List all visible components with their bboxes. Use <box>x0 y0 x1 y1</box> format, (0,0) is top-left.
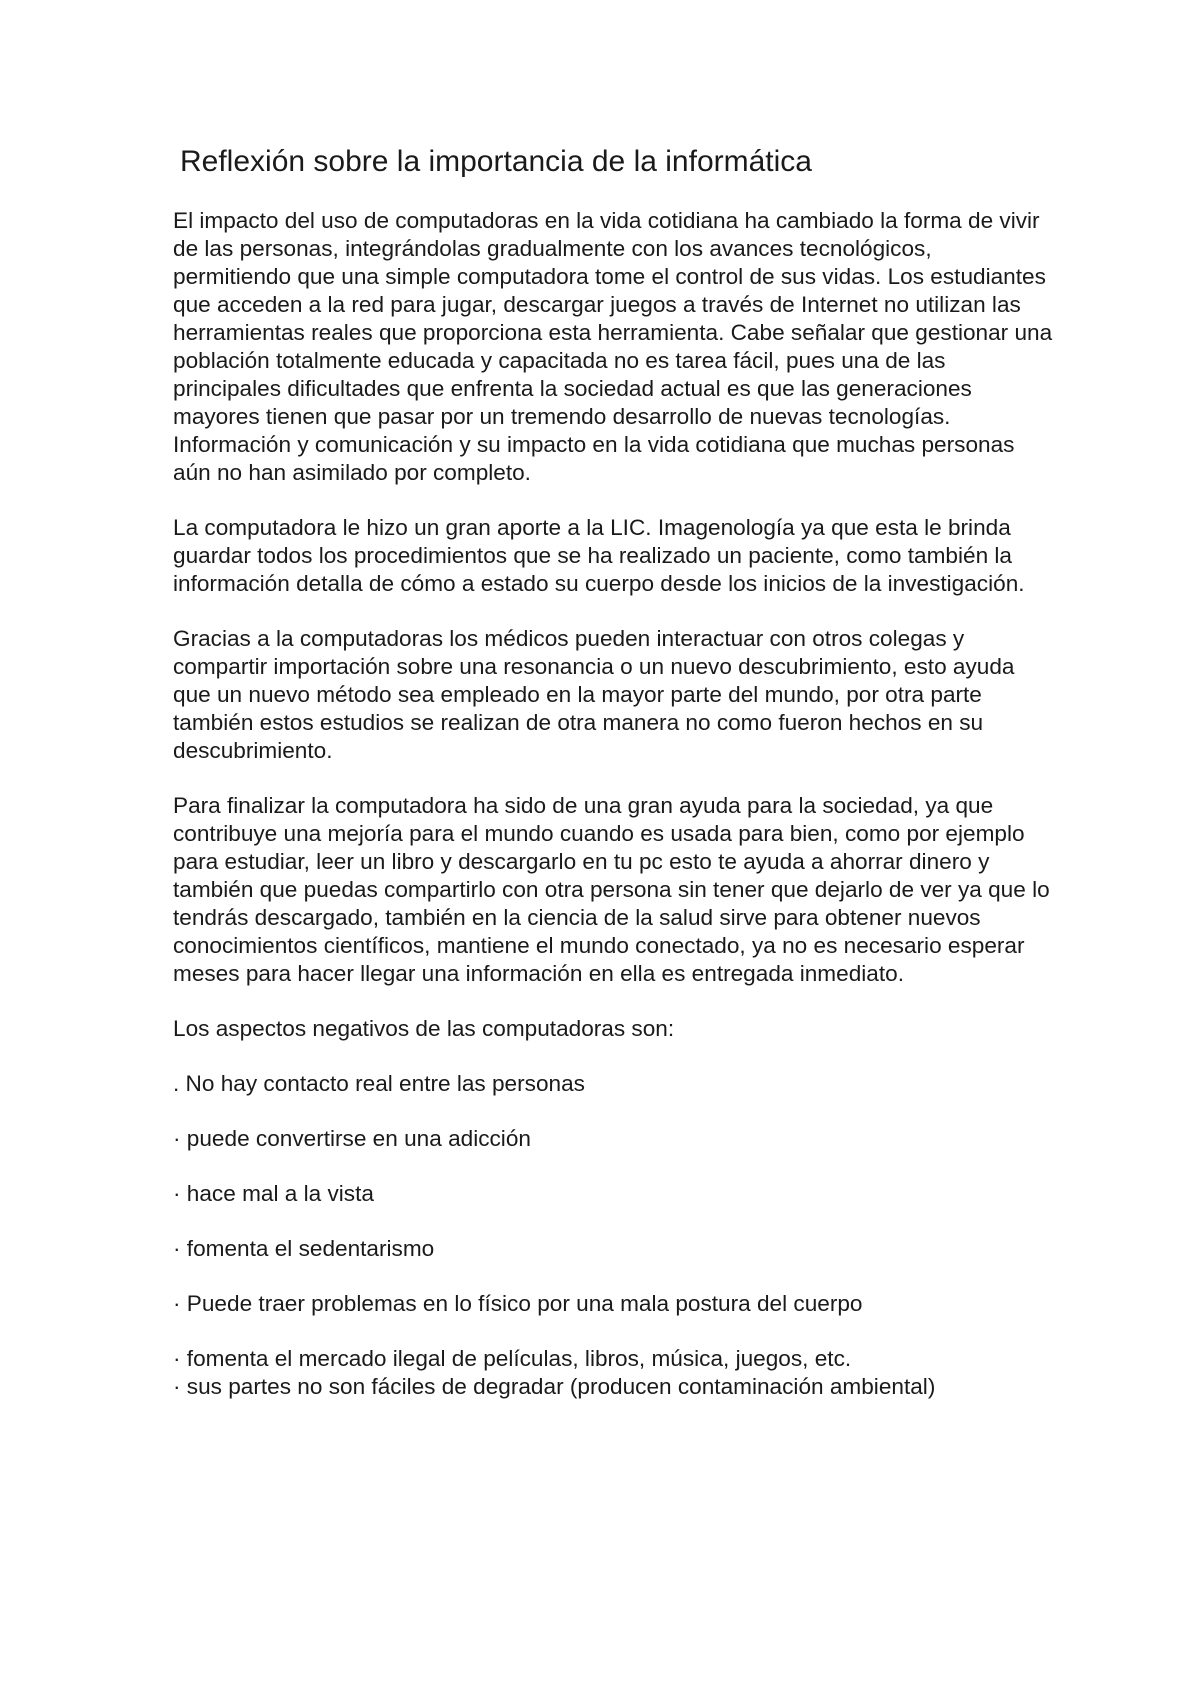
document-title: Reflexión sobre la importancia de la informática <box>180 145 812 178</box>
paragraph-medicos: Gracias a la computadoras los médicos pueden interactuar con otros colegas y compartir importación sobre una resonancia o un nuevo descubrimiento, esto ayuda que un nuevo método sea empleado en la mayor parte del mundo, por otra parte también estos estudios se realizan de otra manera no como fueron hechos en su descubrimiento. <box>173 626 1015 763</box>
paragraph-negative-aspects-intro: Los aspectos negativos de las computadoras son: <box>173 1016 675 1041</box>
negative-aspects-list <box>173 1070 1053 1401</box>
paragraph-conclusion: Para finalizar la computadora ha sido de una gran ayuda para la sociedad, ya que contribuye una mejoría para el mundo cuando es usada para bien, como por ejemplo para estudiar, leer un libro y descargarlo en tu pc esto te ayuda a ahorrar dinero y también que puedas compartirlo con otra persona sin tener que dejarlo de ver ya que lo tendrás descargado, también en la ciencia de la salud sirve para obtener nuevos conocimientos científicos, mantiene el mundo conectado, ya no es necesario esperar meses para hacer llegar una información en ella es entregada inmediato. <box>173 793 1050 986</box>
list-item: · hace mal a la vista <box>173 1181 374 1206</box>
list-item: · fomenta el sedentarismo <box>173 1236 435 1261</box>
list-item: · fomenta el mercado ilegal de películas, libros, música, juegos, etc. <box>173 1346 852 1371</box>
document-page <box>173 142 1053 1401</box>
list-item: . No hay contacto real entre las personas <box>173 1071 585 1096</box>
list-item: · Puede traer problemas en lo físico por una mala postura del cuerpo <box>173 1291 863 1316</box>
paragraph-intro: El impacto del uso de computadoras en la vida cotidiana ha cambiado la forma de vivir de las personas, integrándolas gradualmente con los avances tecnológicos, permitiendo que una simple computadora tome el control de sus vidas. Los estudiantes que acceden a la red para jugar, descargar juegos a través de Internet no utilizan las herramientas reales que proporciona esta herramienta. Cabe señalar que gestionar una población totalmente educada y capacitada no es tarea fácil, pues una de las principales dificultades que enfrenta la sociedad actual es que las generaciones mayores tienen que pasar por un tremendo desarrollo de nuevas tecnologías. Información y comunicación y su impacto en la vida cotidiana que muchas personas aún no han asimilado por completo. <box>173 208 1053 485</box>
list-item: · puede convertirse en una adicción <box>173 1126 531 1151</box>
list-item: · sus partes no son fáciles de degradar (producen contaminación ambiental) <box>173 1374 936 1399</box>
paragraph-imagenologia: La computadora le hizo un gran aporte a la LIC. Imagenología ya que esta le brinda guardar todos los procedimientos que se ha realizado un paciente, como también la información detalla de cómo a estado su cuerpo desde los inicios de la investigación. <box>173 515 1025 596</box>
